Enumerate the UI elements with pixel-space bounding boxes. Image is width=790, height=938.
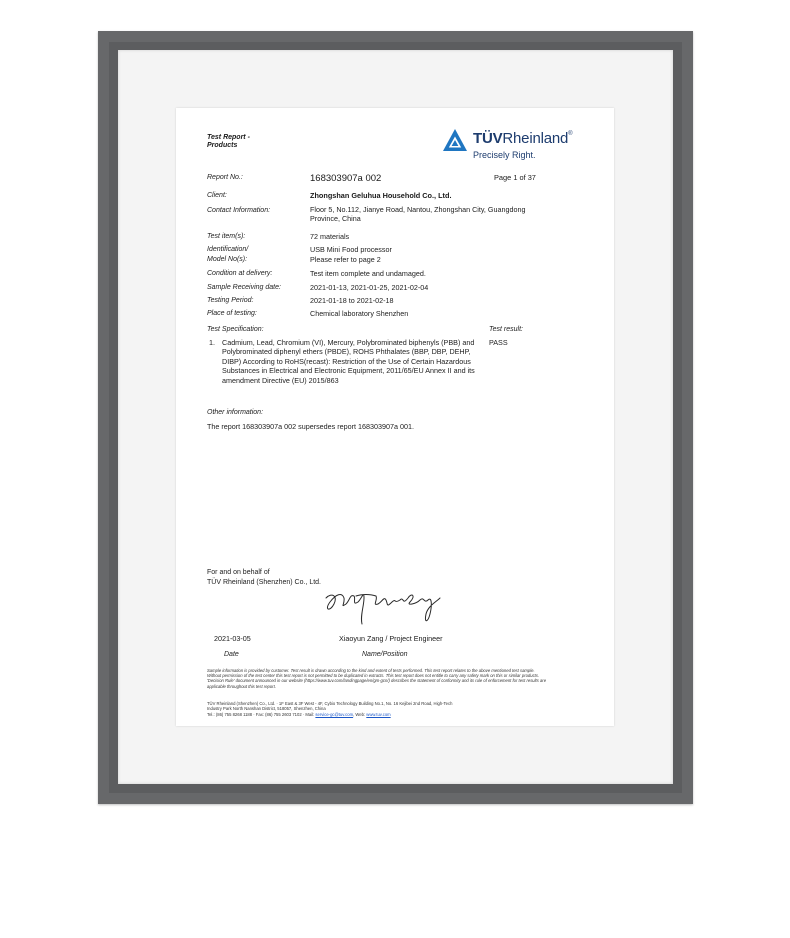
identification-value: USB Mini Food processor xyxy=(310,245,392,254)
name-position-caption: Name/Position xyxy=(362,651,408,658)
contact-value: Floor 5, No.112, Jianye Road, Nantou, Zhongshan City, Guangdong Province, China xyxy=(310,205,526,224)
brand-rheinland: Rheinland xyxy=(502,130,569,147)
other-info-text: The report 168303907a 002 supersedes report 168303907a 001. xyxy=(207,422,415,431)
footer-phone: Tel.: (86) 755 8268 1188 · Fax: (86) 755 2603 7102 · Mail: xyxy=(207,712,315,717)
footer-web-link[interactable]: www.tuv.com xyxy=(366,712,391,717)
specification-label: Test Specification: xyxy=(207,326,264,333)
condition-label: Condition at delivery: xyxy=(207,270,273,277)
condition-value: Test item complete and undamaged. xyxy=(310,269,426,278)
report-no-value: 168303907a 002 xyxy=(310,173,382,184)
footer-mail-link[interactable]: service-gc@tuv.com xyxy=(315,712,354,717)
doc-type-label: Test Report - Products xyxy=(207,134,250,149)
tuv-triangle-icon xyxy=(442,128,468,152)
handwritten-signature xyxy=(320,584,450,630)
registered-mark: ® xyxy=(568,131,573,137)
page-indicator: Page 1 of 37 xyxy=(494,173,536,182)
footer-address: TÜV Rheinland (Shenzhen) Co., Ltd. · 1F East & 3F West - 4F, Cybio Technology Building No.1, No. 16 Kejibei 2nd Road, High-Tech Industry Park North Nanshan District, 518057, Shenzhen, China xyxy=(207,701,453,712)
testing-period-value: 2021-01-18 to 2021-02-18 xyxy=(310,296,394,305)
identification-label: Identification/ xyxy=(207,246,249,253)
spec-item-text: Cadmium, Lead, Chromium (VI), Mercury, Polybrominated biphenyls (PBB) and Polybrominated diphenyl ethers (PBDE), ROHS Phthalates (BBP, DBP, DEHP, DIBP) According to RoHS(recast): Restriction of the Use of Certain Hazardous Substances in Electrical and Electronic Equipment, 2011/65/EU Annex II and its amendment Directive (EU) 2015/863 xyxy=(222,338,475,385)
contact-label: Contact Information: xyxy=(207,207,271,214)
receiving-date-value: 2021-01-13, 2021-01-25, 2021-02-04 xyxy=(310,283,429,292)
brand-name xyxy=(473,130,572,147)
company-signature-line: TÜV Rheinland (Shenzhen) Co., Ltd. xyxy=(207,579,322,586)
receiving-date-label: Sample Receiving date: xyxy=(207,284,281,291)
place-label: Place of testing: xyxy=(207,310,257,317)
model-value: Please refer to page 2 xyxy=(310,255,381,264)
signature-date: 2021-03-05 xyxy=(214,634,251,643)
spec-result: PASS xyxy=(489,338,508,347)
client-label: Client: xyxy=(207,192,227,199)
brand-tagline: Precisely Right. xyxy=(473,150,536,160)
certificate-document xyxy=(176,108,614,726)
other-info-label: Other information: xyxy=(207,409,264,416)
testing-period-label: Testing Period: xyxy=(207,297,254,304)
date-caption: Date xyxy=(224,651,239,658)
footer-web-label: , Web: xyxy=(353,712,366,717)
client-value: Zhongshan Geluhua Household Co., Ltd. xyxy=(310,191,452,200)
signer-name: Xiaoyun Zang / Project Engineer xyxy=(339,634,443,643)
footer-contact xyxy=(207,712,391,717)
result-label: Test result: xyxy=(489,326,523,333)
report-no-label: Report No.: xyxy=(207,174,243,181)
model-label: Model No(s): xyxy=(207,256,248,263)
test-items-value: 72 materials xyxy=(310,232,350,241)
brand-tuv: TÜV xyxy=(473,130,503,147)
footer-disclaimer: Sample information is provided by customer. Test result is drawn according to the kind and extent of tests performed. This test report relates to the above mentioned test sample. Without permission of the test center this test report is not permitted to be duplicated in extracts. This test report does not entitle to carry any safety mark on this or similar products. 'Decision Rule' document announced in our website (https://www.tuv.com/landingpage/en/gm-gcn/) describes the statement of conformity and its rule of enforcement for test results are applicable throughout this test report. xyxy=(207,668,547,689)
place-value: Chemical laboratory Shenzhen xyxy=(310,309,409,318)
spec-item-number: 1. xyxy=(209,338,215,347)
tuv-logo xyxy=(442,127,592,163)
on-behalf-text: For and on behalf of xyxy=(207,569,270,576)
test-items-label: Test item(s): xyxy=(207,233,246,240)
